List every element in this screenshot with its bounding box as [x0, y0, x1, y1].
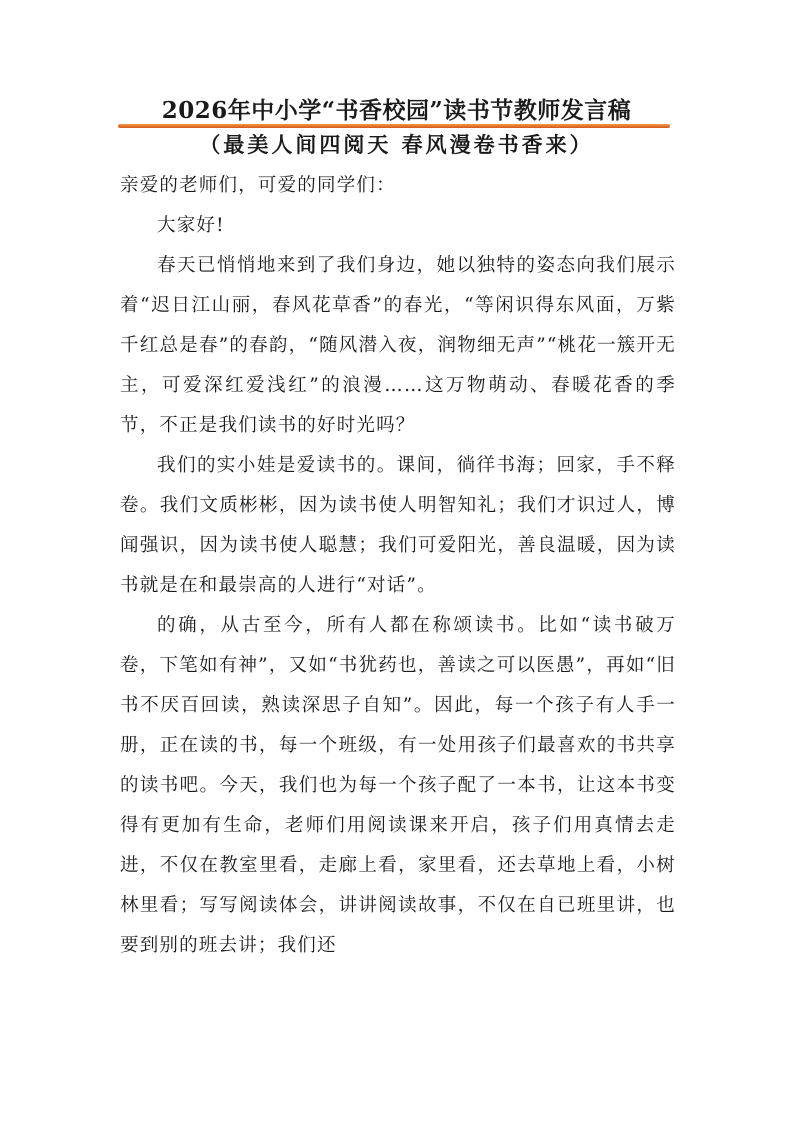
salutation: 亲爱的老师们，可爱的同学们： [120, 175, 396, 196]
title-underline [118, 124, 670, 128]
document-subtitle: （最美人间四阅天 春风漫卷书香来） [199, 132, 594, 157]
document-body [120, 166, 676, 966]
paragraph-greeting: 大家好! [157, 215, 225, 236]
paragraph-students-read: 我们的实小娃是爱读书的。课间，徜徉书海；回家，手不释卷。我们文质彬彬，因为读书使人明智知礼；我们才识过人，博闻强识，因为读书使人聪慧；我们可爱阳光，善良温暖，因为读书就是在和最崇高的人进行“对话”。 [120, 455, 676, 596]
document-title: 2026年中小学“书香校园”读书节教师发言稿 [161, 97, 632, 124]
paragraph-spring: 春天已悄悄地来到了我们身边，她以独特的姿态向我们展示着“迟日江山丽，春风花草香”的春光，“等闲识得东风面，万紫千红总是春”的春韵，“随风潜入夜，润物细无声”“桃花一簇开无主，可爱深红爱浅红”的浪漫……这万物萌动、春暖花香的季节，不正是我们读书的好时光吗？ [120, 255, 676, 436]
paragraph-praise-reading: 的确，从古至今，所有人都在称颂读书。比如“读书破万卷，下笔如有神”，又如“书犹药也，善读之可以医愚”，再如“旧书不厌百回读，熟读深思子自知”。因此，每一个孩子有人手一册，正在读的书，每一个班级，有一处用孩子们最喜欢的书共享的读书吧。今天，我们也为每一个孩子配了一本书，让这本书变得有更加有生命，老师们用阅读课来开启，孩子们用真情去走进，不仅在教室里看，走廊上看，家里看，还去草地上看，小树林里看；写写阅读体会，讲讲阅读故事，不仅在自已班里讲，也要到别的班去讲；我们还 [120, 615, 676, 956]
